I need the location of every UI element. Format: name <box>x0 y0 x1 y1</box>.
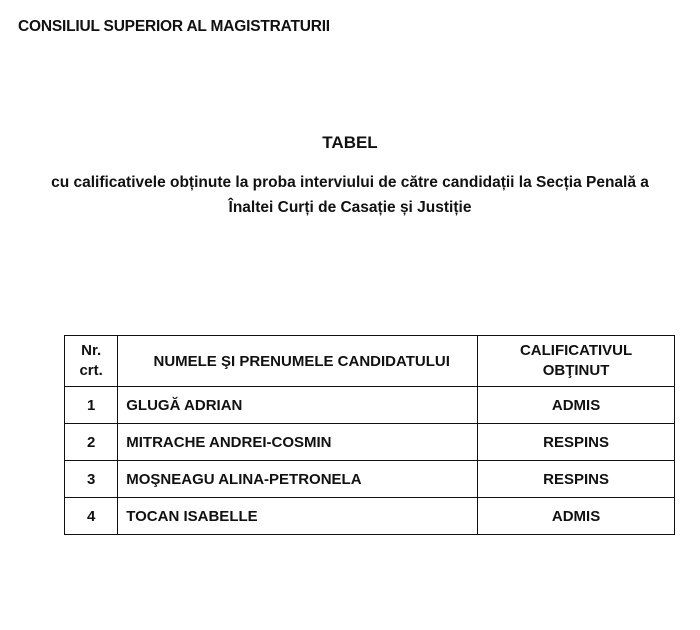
header-nr-line1: Nr. <box>81 342 102 359</box>
table-row <box>65 498 675 535</box>
cell-nr: 3 <box>65 461 118 498</box>
header-result-line2: OBŢINUT <box>542 362 610 379</box>
cell-candidate-name: GLUGĂ ADRIAN <box>118 387 478 424</box>
table-row <box>65 387 675 424</box>
table-header-row <box>65 336 675 387</box>
results-table <box>64 335 675 535</box>
cell-candidate-name: MOŞNEAGU ALINA-PETRONELA <box>118 461 478 498</box>
document-title: TABEL <box>322 133 378 152</box>
organization-header: CONSILIUL SUPERIOR AL MAGISTRATURII <box>18 18 330 35</box>
header-nr-crt <box>65 336 118 387</box>
cell-nr: 1 <box>65 387 118 424</box>
header-nr-line2: crt. <box>79 362 103 379</box>
cell-nr: 4 <box>65 498 118 535</box>
cell-result: ADMIS <box>478 498 675 535</box>
cell-result: RESPINS <box>478 461 675 498</box>
table-row <box>65 424 675 461</box>
subtitle-line-1: cu calificativele obținute la proba interviului de către candidații la Secția Penală a <box>51 174 649 191</box>
document-subtitle <box>20 170 680 220</box>
cell-candidate-name: MITRACHE ANDREI-COSMIN <box>118 424 478 461</box>
header-result <box>478 336 675 387</box>
header-result-line1: CALIFICATIVUL <box>519 342 633 359</box>
cell-candidate-name: TOCAN ISABELLE <box>118 498 478 535</box>
cell-nr: 2 <box>65 424 118 461</box>
subtitle-line-2: Înaltei Curți de Casație și Justiție <box>228 199 472 216</box>
header-candidate-name: NUMELE ŞI PRENUMELE CANDIDATULUI <box>118 336 478 387</box>
cell-result: RESPINS <box>478 424 675 461</box>
cell-result: ADMIS <box>478 387 675 424</box>
table-row <box>65 461 675 498</box>
